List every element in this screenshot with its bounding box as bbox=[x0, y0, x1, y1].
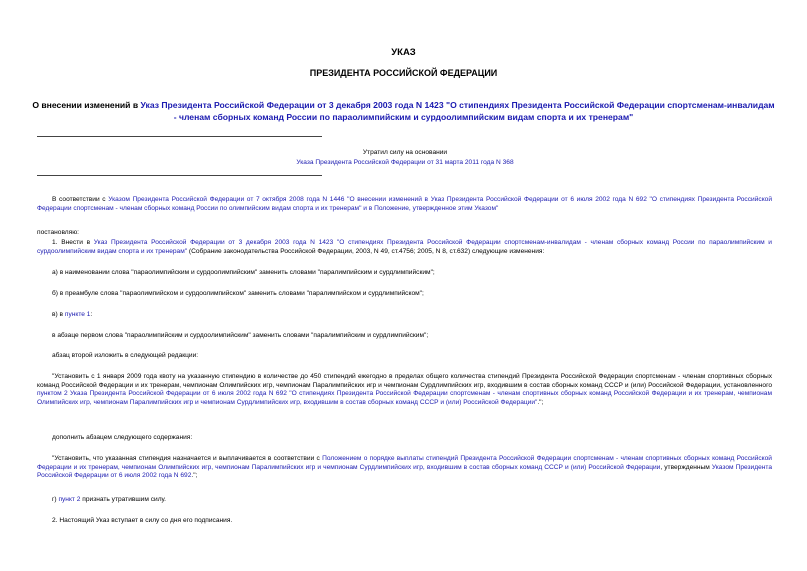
paragraph-item-1 bbox=[37, 239, 772, 256]
paragraph-preamble bbox=[37, 196, 772, 213]
item-v-suffix: : bbox=[90, 311, 93, 318]
item-v-prefix: в) в bbox=[52, 311, 65, 318]
paragraph-item-a: а) в наименовании слова "параолимпийским и сурдоолимпийским" заменить словами "паралимпийским и сурдлимпийским"; bbox=[52, 269, 435, 276]
item-1-prefix: 1. Внести в bbox=[52, 239, 94, 246]
establish-link-regulation[interactable]: Положением о порядке выплаты стипендий Президента Российской Федерации спортсменам - членам спортивных сборных команд Российской Федерации и их тренерам, чемпионам Олимпийских игр, чемпионам Паралимпийских игр и чемпионам Сурдлимпийских игр, входившим в состав сборных команд СССР и (или) Российской Федерации bbox=[37, 455, 772, 471]
paragraph-add: дополнить абзацем следующего содержания: bbox=[52, 434, 193, 441]
paragraph-item-b: б) в преамбуле слова "параолимпийском и сурдоолимпийском" заменить словами "паралимпийском и сурдлимпийском"; bbox=[52, 290, 424, 297]
paragraph-abzac-1: в абзаце первом слова "параолимпийским и сурдоолимпийским" заменить словами "паралимпийским и сурдлимпийским"; bbox=[52, 332, 429, 339]
establish-prefix: "Установить, что указанная стипендия назначается и выплачивается в соответствии с bbox=[52, 455, 323, 462]
paragraph-item-g bbox=[37, 496, 772, 505]
document-issuer: ПРЕЗИДЕНТА РОССИЙСКОЙ ФЕДЕРАЦИИ bbox=[309, 68, 498, 78]
lost-force-link[interactable]: Указа Президента Российской Федерации от 31 марта 2011 года N 368 bbox=[296, 159, 514, 166]
establish-suffix: ."; bbox=[191, 472, 198, 480]
document-subject bbox=[30, 100, 777, 123]
preamble-prefix: В соответствии с bbox=[52, 196, 109, 203]
divider-top bbox=[37, 136, 322, 137]
paragraph-quota bbox=[37, 373, 772, 407]
document-title: УКАЗ bbox=[391, 47, 416, 58]
paragraph-item-2: 2. Настоящий Указ вступает в силу со дня его подписания. bbox=[52, 517, 233, 524]
item-v-link[interactable]: пункте 1 bbox=[64, 311, 91, 318]
item-g-prefix: г) bbox=[52, 496, 59, 503]
item-g-suffix: признать утратившим силу. bbox=[80, 496, 167, 503]
paragraph-decree: постановляю: bbox=[37, 229, 80, 236]
establish-link-decree[interactable]: Указом Президента Российской Федерации от 6 июля 2002 года N 692 bbox=[37, 463, 773, 480]
subject-prefix: О внесении изменений в bbox=[32, 100, 141, 110]
item-1-suffix: (Собрание законодательства Российской Федерации, 2003, N 49, ст.4756; 2005, N 8, ст.632) следующие изменения: bbox=[187, 247, 545, 255]
divider-bottom bbox=[37, 175, 322, 176]
item-g-link[interactable]: пункт 2 bbox=[58, 496, 81, 503]
quota-suffix: ."; bbox=[537, 398, 544, 406]
establish-mid: , утвержденным bbox=[660, 463, 712, 471]
quota-prefix: "Установить с 1 января 2009 года квоту на указанную стипендию в количестве до 450 стипендий ежегодно в пределах общего количества стипендий Президента Российской Федерации спортсменам - членам спортивных сборных команд Российской Федерации и их тренерам, чемпионам Олимпийских игр, чемпионам Паралимпийских игр и чемпионам Сурдлимпийских игр, входившим в состав сборных команд СССР и (или) Российской Федерации, установленного bbox=[37, 373, 772, 389]
quota-link[interactable]: пунктом 2 Указа Президента Российской Федерации от 6 июля 2002 года N 692 "О стипендиях Президента Российской Федерации спортсменам - членам спортивных сборных команд Российской Федерации и их тренерам, чемпионам Олимпийских игр, чемпионам Паралимпийских игр и чемпионам Сурдлимпийских игр, входившим в состав сборных команд СССР и (или) Российской Федерации" bbox=[37, 390, 772, 406]
subject-link[interactable]: Указ Президента Российской Федерации от 3 декабря 2003 года N 1423 "О стипендиях Президента Российской Федерации спортсменам-инвалидам - членам сборных команд России по параолимпийским и сурдоолимпийским видам спорта и их тренерам" bbox=[140, 100, 775, 122]
paragraph-establish bbox=[37, 455, 772, 481]
paragraph-item-v bbox=[37, 311, 772, 320]
preamble-link[interactable]: Указом Президента Российской Федерации от 7 октября 2008 года N 1446 "О внесении изменений в Указ Президента Российской Федерации от 6 июля 2002 года N 692 "О стипендиях Президента Российской Федерации спортсменам - членам сборных команд России по олимпийским видам спорта и их тренерам" и в Положение, утвержденное этим Указом" bbox=[37, 196, 772, 212]
paragraph-abzac-2: абзац второй изложить в следующей редакции: bbox=[52, 352, 199, 359]
lost-force-note: Утратил силу на основании bbox=[362, 149, 448, 156]
item-1-link[interactable]: Указ Президента Российской Федерации от 3 декабря 2003 года N 1423 "О стипендиях Президента Российской Федерации спортсменам-инвалидам - членам сборных команд России по параолимпийским и сурдоолимпийским видам спорта и их тренерам" bbox=[37, 239, 772, 255]
